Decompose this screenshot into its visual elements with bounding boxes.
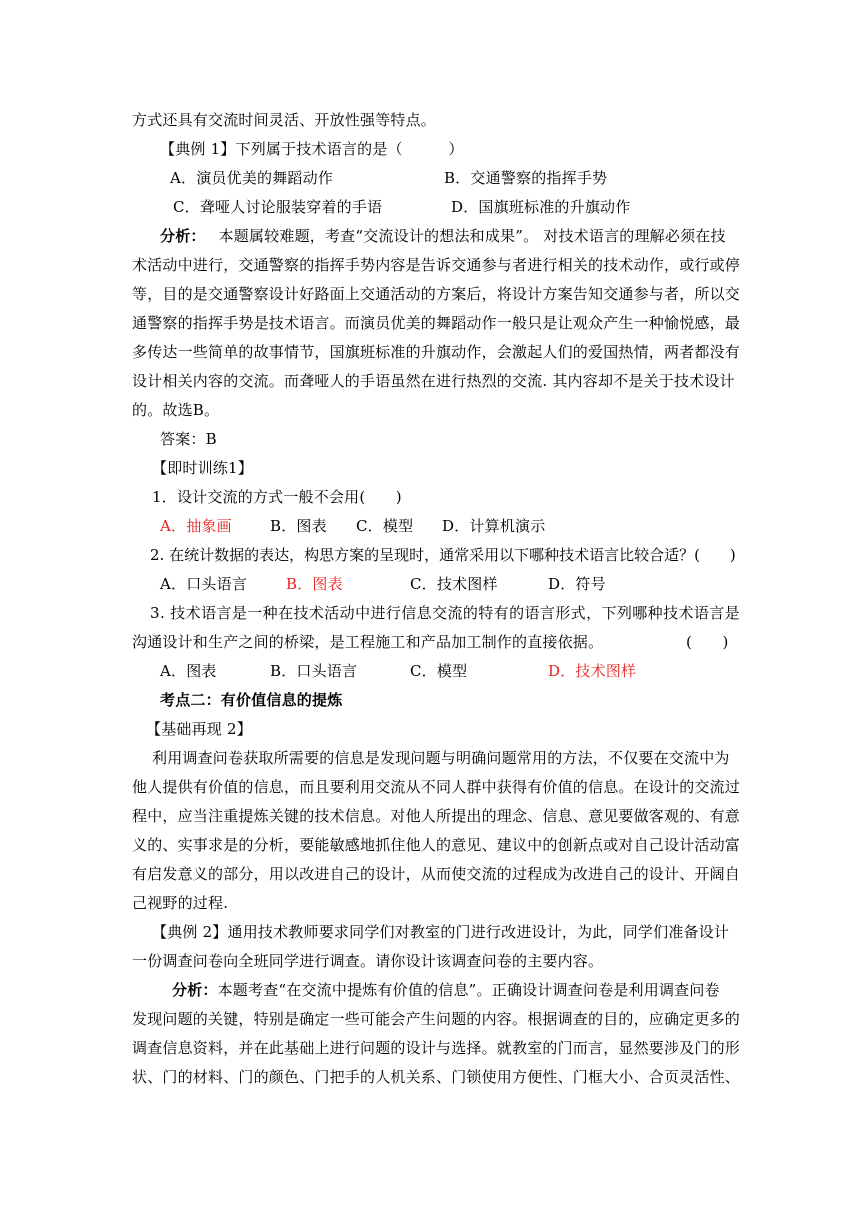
analysis-2-text: 本题考查“在交流中提炼有价值的信息”。正确设计调查问卷是利用调查问卷 <box>217 981 720 999</box>
analysis-2-line <box>172 980 720 1000</box>
paragraph-line: 方式还具有交流时间灵活、开放性强等特点。 <box>132 111 437 129</box>
question-2-option-d: D．符号 <box>548 575 606 593</box>
example-1-title: 【典例 1】下列属于技术语言的是（ ） <box>160 140 464 158</box>
question-1-option-b: B．图表 <box>270 517 327 535</box>
analysis-1-line: 多传达一些简单的故事情节，国旗班标准的升旗动作，会激起人们的爱国热情，两者都没有 <box>132 343 741 361</box>
question-3-option-d: D．技术图样 <box>548 662 637 680</box>
analysis-1-line: 术活动中进行，交通警察的指挥手势内容是告诉交通参与者进行相关的技术动作，或行或停 <box>132 256 741 274</box>
question-2-option-c: C．技术图样 <box>410 575 498 593</box>
example-1-option-b: B．交通警察的指挥手势 <box>444 169 608 187</box>
analysis-2-line: 发现问题的关键，特别是确定一些可能会产生问题的内容。根据调查的目的，应确定更多的 <box>132 1010 741 1028</box>
question-2-option-b: B．图表 <box>286 575 343 593</box>
analysis-1-line: 等，目的是交通警察设计好路面上交通活动的方案后，将设计方案告知交通参与者，所以交 <box>132 285 741 303</box>
question-1-option-d: D．计算机演示 <box>442 517 546 535</box>
analysis-1-line: 设计相关内容的交流。而聋哑人的手语虽然在进行热烈的交流. 其内容却不是关于技术设计 <box>132 372 735 390</box>
basis-2-line: 他人提供有价值的信息，而且要利用交流从不同人群中获得有价值的信息。在设计的交流过 <box>132 778 741 796</box>
analysis-1-line <box>160 226 726 246</box>
question-3-answer-blank: ( ) <box>686 633 729 651</box>
example-2-line: 【典例 2】通用技术教师要求同学们对教室的门进行改进设计，为此，同学们准备设计 <box>152 923 730 941</box>
basis-2-line: 己视野的过程. <box>132 894 229 912</box>
analysis-1-line: 通警察的指挥手势是技术语言。而演员优美的舞蹈动作一般只是让观众产生一种愉悦感，最 <box>132 314 741 332</box>
basis-2-title: 【基础再现 2】 <box>146 720 252 738</box>
analysis-2-line: 调查信息资料，并在此基础上进行问题的设计与选择。就教室的门而言，显然要涉及门的形 <box>132 1039 741 1057</box>
basis-2-line: 利用调查问卷获取所需要的信息是发现问题与明确问题常用的方法，不仅要在交流中为 <box>152 749 730 767</box>
example-1-option-d: D．国旗班标准的升旗动作 <box>451 198 631 216</box>
basis-2-line: 义的、实事求是的分析，要能敏感地抓住他人的意见、建议中的创新点或对自己设计活动富 <box>132 836 741 854</box>
question-3-line: 3. 技术语言是一种在技术活动中进行信息交流的特有的语言形式，下列哪种技术语言是 <box>150 604 741 622</box>
example-1-option-a: A．演员优美的舞蹈动作 <box>170 169 334 187</box>
question-2: 2. 在统计数据的表达，构思方案的呈现时，通常采用以下哪种技术语言比较合适？( ) <box>150 546 736 564</box>
basis-2-line: 程中，应当注重提炼关键的技术信息。对他人所提出的理念、信息、意见要做客观的、有意 <box>132 807 741 825</box>
section-2-heading: 考点二：有价值信息的提炼 <box>160 691 343 709</box>
example-1-option-c: C．聋哑人讨论服装穿着的手语 <box>173 198 383 216</box>
training-title: 【即时训练1】 <box>152 459 253 477</box>
analysis-1-line: 的。故选B。 <box>132 401 220 419</box>
question-3-line: 沟通设计和生产之间的桥梁，是工程施工和产品加工制作的直接依据。 <box>132 633 604 651</box>
example-2-line: 一份调查问卷向全班同学进行调查。请你设计该调查问卷的主要内容。 <box>132 952 604 970</box>
analysis-2-line: 状、门的材料、门的颜色、门把手的人机关系、门锁使用方便性、门框大小、合页灵活性、 <box>132 1068 741 1086</box>
question-1: 1．设计交流的方式一般不会用( ) <box>152 488 402 506</box>
question-3-option-a: A．图表 <box>160 662 217 680</box>
basis-2-line: 有启发意义的部分，用以改进自己的设计，从而使交流的过程成为改进自己的设计、开阔自 <box>132 865 741 883</box>
analysis-2-label: 分析： <box>172 981 218 999</box>
answer-1: 答案：B <box>160 430 217 448</box>
question-1-option-a: A．抽象画 <box>160 517 232 535</box>
question-2-option-a: A．口头语言 <box>160 575 248 593</box>
analysis-1-text: 本题属较难题，考查“交流设计的想法和成果”。 对技术语言的理解必须在技 <box>218 227 726 245</box>
question-3-option-c: C．模型 <box>410 662 468 680</box>
question-3-option-b: B．口头语言 <box>270 662 358 680</box>
question-1-option-c: C．模型 <box>356 517 414 535</box>
analysis-1-label: 分析： <box>160 227 206 245</box>
